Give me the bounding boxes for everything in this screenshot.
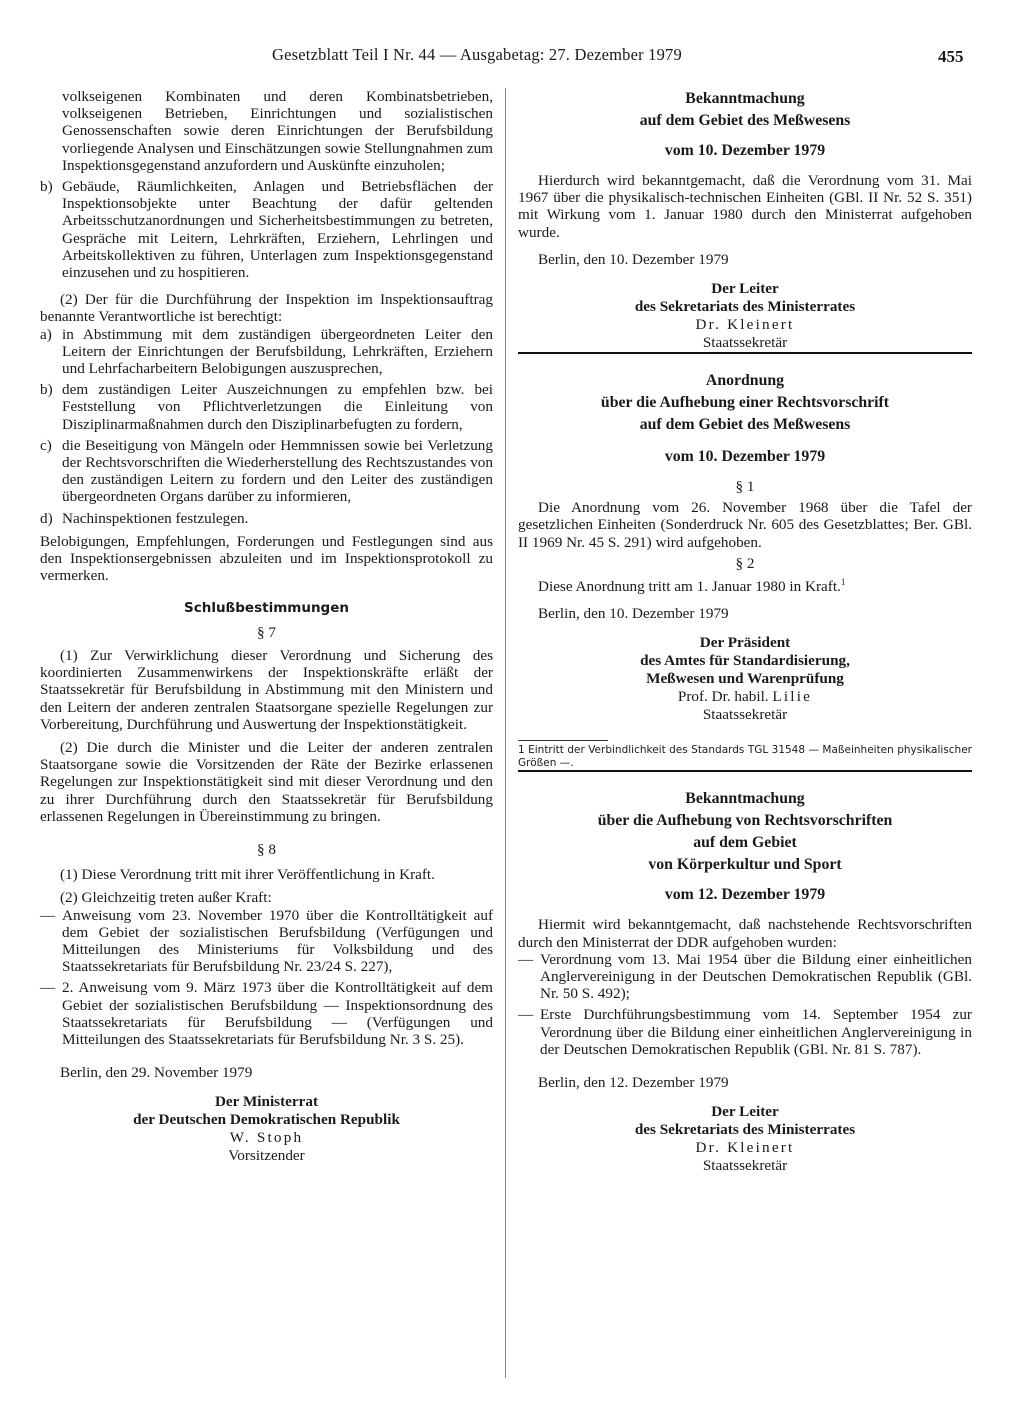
footnote: 1 Eintritt der Verbindlichkeit des Standards TGL 31548 — Maßeinheiten physikalischer Größen —. <box>518 744 972 770</box>
notice-heading: Bekanntmachung <box>685 790 805 808</box>
page-number: 455 <box>938 47 964 66</box>
signatory-org: Der Ministerrat <box>214 1093 319 1111</box>
section-heading: Schlußbestimmungen <box>183 600 349 617</box>
list-item <box>40 88 493 174</box>
footnote-mark: 1 <box>840 576 846 587</box>
notice-body: Hierdurch wird bekanntgemacht, daß die Verordnung vom 31. Mai 1967 über die physikalisch-technischen Einheiten (GBl. II Nr. 52 S. 351) mit Wirkung vom 1. Januar 1980 durch den Ministerrat aufgehoben wurde. <box>518 172 972 241</box>
list-item <box>40 178 493 281</box>
sec1-text: Die Anordnung vom 26. November 1968 über die Tafel der gesetzlichen Einheiten (Sonderdruck Nr. 605 des Gesetzblattes; Ber. GBl. II 1969 Nr. 45 S. 291) wird aufgehoben. <box>518 499 972 551</box>
order-heading: über die Aufhebung einer Rechtsvorschrift <box>600 394 890 412</box>
closing-paragraph: Belobigungen, Empfehlungen, Forderungen und Festlegungen sind aus den Inspektionsergebnissen abzuleiten und im Inspektionsprotokoll zu vermerken. <box>40 532 493 585</box>
page-header <box>0 46 1024 70</box>
signatory-title: Staatssekretär <box>702 1157 788 1175</box>
notice-heading: von Körperkultur und Sport <box>648 856 842 874</box>
item-text: Gebäude, Räumlichkeiten, Anlagen und Betriebsflächen der Inspektionsobjekte unter Beachtung der dafür geltenden Arbeitsschutzanordnungen und Sicherheitsbestimmungen zu betreten, Gespräche mit Leitern, Lehrkräften, Erziehern, Lehrlingen und Arbeitskollektiven zu führen, Unterlagen zum Inspektionsgegenstand einzusehen und zu hospitieren. <box>62 178 493 282</box>
signatory-title: Vorsitzender <box>228 1147 305 1165</box>
list-item <box>40 381 493 433</box>
signature-block <box>40 1093 493 1165</box>
item-text: die Beseitigung von Mängeln oder Hemmnissen sowie bei Verletzung der Rechtsvorschriften die Wiederherstellung des Rechtszustandes von den zuständigen Leitern zu fordern und den Leiter des zuständigen übergeordneten Organs darüber zu informieren, <box>62 436 493 506</box>
signing-date: Berlin, den 10. Dezember 1979 <box>538 250 729 268</box>
list-item <box>518 1006 972 1058</box>
notice-date: vom 12. Dezember 1979 <box>664 886 826 904</box>
signing-date: Berlin, den 12. Dezember 1979 <box>538 1074 729 1092</box>
sec7-para2: (2) Die durch die Minister und die Leiter der anderen zentralen Staatsorgane sowie die Vorsitzenden der Räte der Bezirke erlassenen Regelungen zur Inspektionstätigkeit sind mit dieser Verordnung und den zu ihrer Durchführung durch den Staatssekretär für Berufsbildung erlassenen Regelungen in Übereinstimmung zu bringen. <box>40 738 493 825</box>
item-label: d) <box>40 509 53 527</box>
section-7-label: § 7 <box>257 623 276 641</box>
item-text: Erste Durchführungsbestimmung vom 14. September 1954 zur Verordnung über die Bildung einer einheitlichen Anglervereinigung in der Deutschen Demokratischen Republik (GBl. Nr. 81 S. 787). <box>540 1006 972 1058</box>
signatory-org: Der Präsident <box>699 634 791 652</box>
gazette-title: Gesetzblatt Teil I Nr. 44 — Ausgabetag: 27. Dezember 1979 <box>272 45 682 64</box>
signatory-org: des Amtes für Standardisierung, <box>640 652 850 670</box>
order-heading: auf dem Gebiet des Meßwesens <box>639 416 851 434</box>
signatory-org: Der Leiter <box>711 280 779 298</box>
signatory-org: Meßwesen und Warenprüfung <box>646 670 844 688</box>
list-item <box>40 326 493 378</box>
item-text: dem zuständigen Leiter Auszeichnungen zu empfehlen bzw. bei Feststellung von Pflichtverletzungen die Einleitung von Disziplinarmaßnahmen durch den Disziplinarbefugten zu fordern, <box>62 381 493 433</box>
item-text: in Abstimmung mit dem zuständigen übergeordneten Leiter den Leitern der Einrichtungen der Berufsbildung, Lehrkräften, Erziehern und Lehrfacharbeitern Belobigungen auszusprechen, <box>62 325 493 378</box>
item-label: — <box>518 950 534 968</box>
column-divider <box>505 88 506 1378</box>
signature-block <box>518 280 972 352</box>
signatory-name: W. Stoph <box>229 1129 304 1147</box>
signature-block <box>518 1103 972 1175</box>
signatory-org: der Deutschen Demokratischen Republik <box>133 1111 400 1129</box>
notice-heading: auf dem Gebiet <box>693 834 797 852</box>
section-1-label: § 1 <box>735 478 755 496</box>
sec7-para1: (1) Zur Verwirklichung dieser Verordnung und Sicherung des koordinierten Zusammenwirkens der Inspektionskräfte erläßt der Staatssekretär für Berufsbildung in Abstimmung mit den Ministern und den Leitern der anderen zentralen Staatsorgane spezielle Regelungen zur Vorbereitung, Durchführung und Auswertung der Inspektionstätigkeit. <box>40 646 493 733</box>
list-item <box>40 907 493 976</box>
item-text: Anweisung vom 23. November 1970 über die Kontrolltätigkeit auf dem Gebiet der sozialistischen Berufsbildung (Verfügungen und Mitteilungen des Ministeriums für Volksbildung und des Staatssekretariats für Berufsbildung Nr. 23/24 S. 227), <box>62 906 493 976</box>
signatory-name: Prof. Dr. habil. Lilie <box>677 688 813 706</box>
item-text: 2. Anweisung vom 9. März 1973 über die Kontrolltätigkeit auf dem Gebiet der sozialistischen Berufsbildung — Inspektionsordnung des Staatssekretariats für Berufsbildung — (Verfügungen und Mitteilungen des Staatssekretariats für Berufsbildung Nr. 3 S. 25). <box>62 979 493 1048</box>
order-date: vom 10. Dezember 1979 <box>664 448 826 466</box>
notice-intro: Hiermit wird bekanntgemacht, daß nachstehende Rechtsvorschriften durch den Ministerrat der DDR aufgehoben wurden: <box>518 916 972 951</box>
footnote-area <box>518 740 972 770</box>
paragraph-2: (2) Der für die Durchführung der Inspektion im Inspektionsauftrag benannte Verantwortliche ist berechtigt: <box>40 291 493 326</box>
list-item <box>40 437 493 506</box>
notice-date: vom 10. Dezember 1979 <box>664 142 826 159</box>
item-label: b) <box>40 178 53 196</box>
footnote-rule <box>518 740 608 741</box>
item-label: — <box>40 906 56 924</box>
list-item <box>40 979 493 1048</box>
signatory-name: Dr. Kleinert <box>695 1139 795 1157</box>
section-2-label: § 2 <box>735 554 755 572</box>
item-text: Verordnung vom 13. Mai 1954 über die Bildung einer einheitlichen Anglervereinigung in der Deutschen Demokratischen Republik (GBl. Nr. 50 S. 492); <box>540 950 972 1003</box>
signature-block <box>518 634 972 724</box>
signatory-org: Der Leiter <box>711 1103 779 1121</box>
item-label: b) <box>40 381 53 399</box>
signatory-org: des Sekretariats des Ministerrates <box>634 1121 856 1139</box>
section-8-label: § 8 <box>257 840 276 858</box>
sec8-para2: (2) Gleichzeitig treten außer Kraft: <box>60 889 272 907</box>
list-item <box>40 510 493 527</box>
right-column <box>518 88 972 1175</box>
sec2-text-body: Diese Anordnung tritt am 1. Januar 1980 in Kraft. <box>538 578 841 596</box>
sec8-para1: (1) Diese Verordnung tritt mit ihrer Veröffentlichung in Kraft. <box>60 866 435 884</box>
notice-heading: auf dem Gebiet des Meßwesens <box>639 112 851 129</box>
signatory-title: Staatssekretär <box>702 706 788 724</box>
item-text: Nachinspektionen festzulegen. <box>62 509 249 527</box>
item-label: a) <box>40 325 52 343</box>
signing-date: Berlin, den 29. November 1979 <box>60 1064 253 1082</box>
order-heading: Anordnung <box>705 372 785 390</box>
section-rule <box>518 352 972 354</box>
signatory-name: Dr. Kleinert <box>695 316 795 334</box>
left-column <box>40 88 493 1165</box>
signing-date: Berlin, den 10. Dezember 1979 <box>538 605 729 623</box>
item-label: c) <box>40 436 52 454</box>
section-rule <box>518 770 972 772</box>
sec2-text <box>518 578 972 595</box>
item-label: — <box>518 1006 534 1024</box>
signatory-title: Staatssekretär <box>702 334 788 352</box>
list-item <box>518 951 972 1003</box>
item-a-continued: volkseigenen Kombinaten und deren Kombinatsbetrieben, volkseigenen Betrieben, Einrichtungen und sozialistischen Genossenschaften sowie deren Einrichtungen der Berufsbildung vorliegende Analysen und Einschätzungen sowie Stellungnahmen zum Inspektionsgegenstand anzufordern und Auskünfte einzuholen; <box>62 88 493 174</box>
notice-heading: Bekanntmachung <box>685 90 805 107</box>
notice-heading: über die Aufhebung von Rechtsvorschriften <box>597 812 893 830</box>
item-label: — <box>40 979 56 997</box>
signatory-org: des Sekretariats des Ministerrates <box>634 298 856 316</box>
